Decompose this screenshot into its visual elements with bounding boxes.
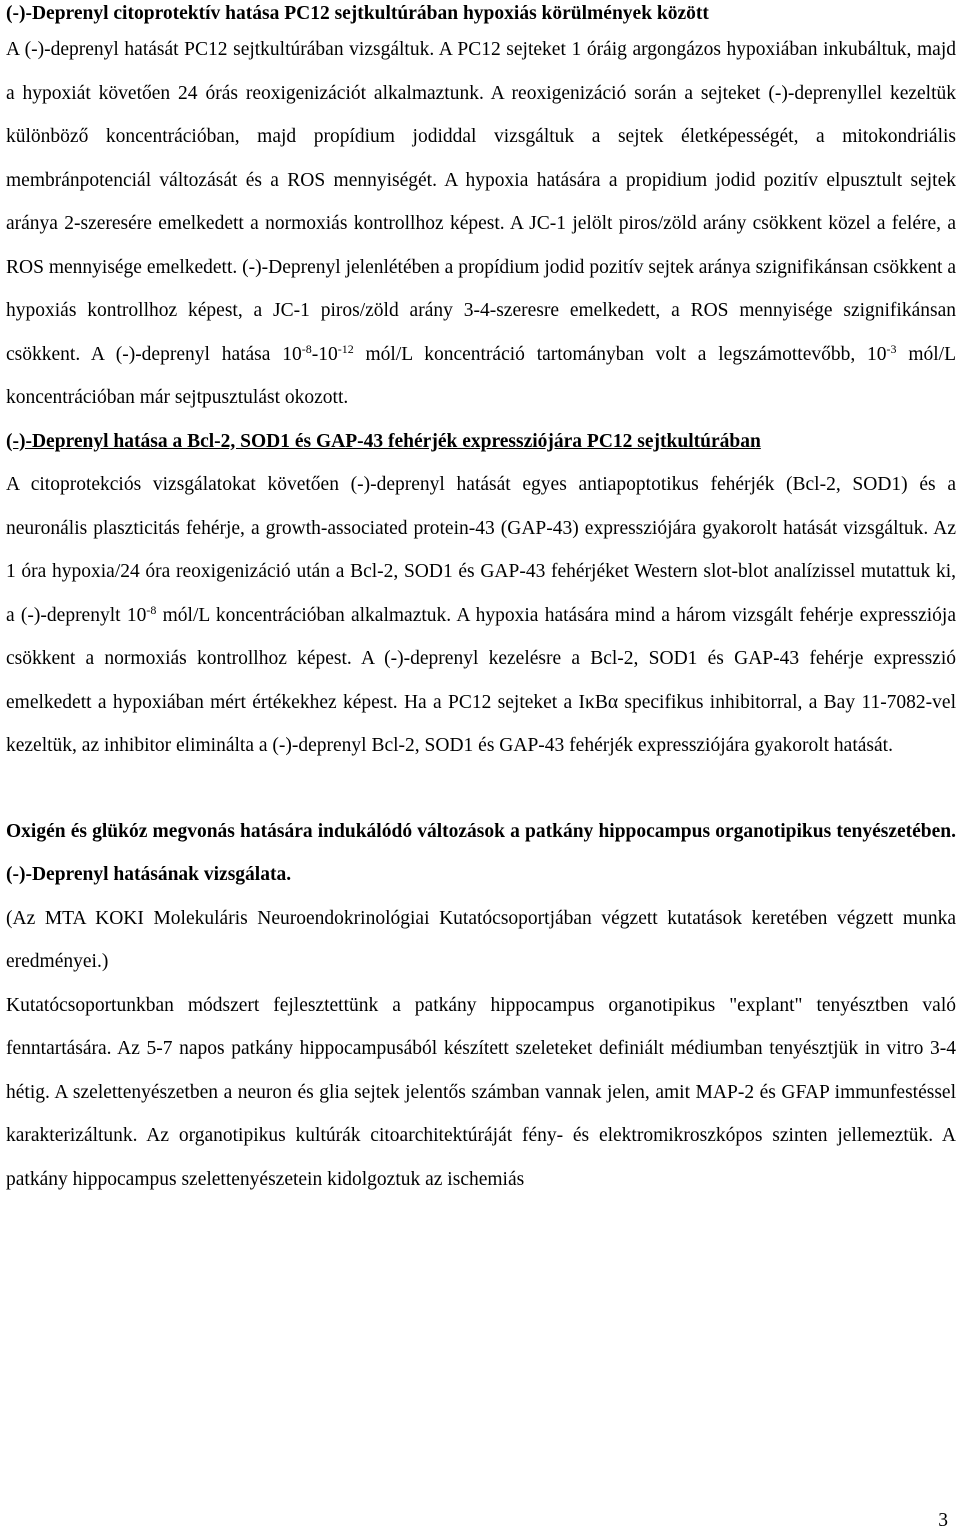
superscript-exponent: -8: [301, 341, 312, 356]
section-heading-ogd-hippocampus: Oxigén és glükóz megvonás hatására indukálódó változások a patkány hippocampus organotipikus tenyészetében. (-)-Deprenyl hatásának vizsgálata.: [6, 820, 956, 885]
paragraph-text: -10: [311, 343, 338, 365]
paragraph-protein-expression: [6, 463, 956, 768]
section-heading-deprenyl-cytoprotection: (-)-Deprenyl citoprotektív hatása PC12 sejtkultúrában hypoxiás körülmények között: [6, 3, 709, 24]
paragraph-text: mól/L koncentráció tartományban volt a legszámottevőbb, 10: [353, 343, 887, 365]
paragraph-cytoprotection-results: [6, 28, 956, 420]
paragraph-text: A citoprotekciós vizsgálatokat követően (-)-deprenyl hatását egyes antiapoptotikus fehérjék (Bcl-2, SOD1) és a neuronális plaszticitás fehérje, a growth-associated protein-43 (GAP-43) expressziójára gyakorolt hatását vizsgáltuk. Az 1 óra hypoxia/24 óra reoxigenizáció után a Bcl-2, SOD1 és GAP-43 fehérjéket Western slot-blot analízissel mutattuk ki, a (-)-deprenylt 10: [6, 474, 956, 626]
section-spacer: [6, 768, 956, 810]
document-page: [6, 0, 956, 1201]
paragraph-organotypic-culture: Kutatócsoportunkban módszert fejlesztettünk a patkány hippocampus organotipikus "explant" tenyésztben való fenntartására. Az 5-7 napos patkány hippocampusából készített szeleteket definiált médiumban tenyésztjük in vitro 3-4 hétig. A szelettenyészetben a neuron és glia sejtek jelentős számban vannak jelen, amit MAP-2 és GFAP immunfestéssel karakterizáltunk. Az organotipikus kultúrák citoarchitektúráját fény- és elektromikroszkópos szinten jellemeztük. A patkány hippocampus szelettenyészetein kidolgoztuk az ischemiás: [6, 994, 956, 1190]
paragraph-research-group-note: (Az MTA KOKI Molekuláris Neuroendokrinológiai Kutatócsoportjában végzett kutatások keretében végzett munka eredményei.): [6, 907, 956, 972]
paragraph-text: mól/L koncentrációban már sejtpusztulást okozott.: [6, 343, 956, 408]
section-heading-protein-expression: [6, 420, 956, 464]
page-number: 3: [938, 1510, 948, 1531]
underlined-heading-text: (-)-Deprenyl hatása a Bcl-2, SOD1 és GAP-43 fehérjék expressziójára PC12 sejtkultúrában: [6, 430, 761, 452]
superscript-exponent: -3: [886, 341, 897, 356]
paragraph-text: A (-)-deprenyl hatása 10: [90, 343, 302, 365]
superscript-exponent: -12: [337, 341, 354, 356]
superscript-exponent: -8: [146, 602, 157, 617]
paragraph-text: mól/L koncentrációban alkalmaztuk. A hypoxia hatására mind a három vizsgált fehérje expressziója csökkent a normoxiás kontrollhoz képest. A (-)-deprenyl kezelésre a Bcl-2, SOD1 és GAP-43 fehérje expresszió emelkedett a hypoxiában mért értékekhez képest. Ha a PC12 sejteket a IκBα specifikus inhibitorral, a Bay 11-7082-vel kezeltük, az inhibitor eliminálta a (-)-deprenyl Bcl-2, SOD1 és GAP-43 fehérjék expressziójára gyakorolt hatását.: [6, 604, 956, 756]
paragraph-text: A (-)-deprenyl hatását PC12 sejtkultúrában vizsgáltuk. A PC12 sejteket 1 óráig argongázos hypoxiában inkubáltuk, majd a hypoxiát követően 24 órás reoxigenizációt alkalmaztunk. A reoxigenizáció során a sejteket (-)-deprenyllel kezeltük különböző koncentrációban, majd propídium jodiddal vizsgáltuk a sejtek életképességét, a mitokondriális membránpotenciál változását és a ROS mennyiségét. A hypoxia hatására a propidium jodid pozitív elpusztult sejtek aránya 2-szeresére emelkedett a normoxiás kontrollhoz képest. A JC-1 jelölt piros/zöld arány csökkent közel a felére, a ROS mennyisége emelkedett. (-)-Deprenyl jelenlétében a propídium jodid pozitív sejtek aránya szignifikánsan csökkent a hypoxiás kontrollhoz képest, a JC-1 piros/zöld arány 3-4-szeresre emelkedett, a ROS mennyisége szignifikánsan csökkent.: [6, 39, 956, 365]
